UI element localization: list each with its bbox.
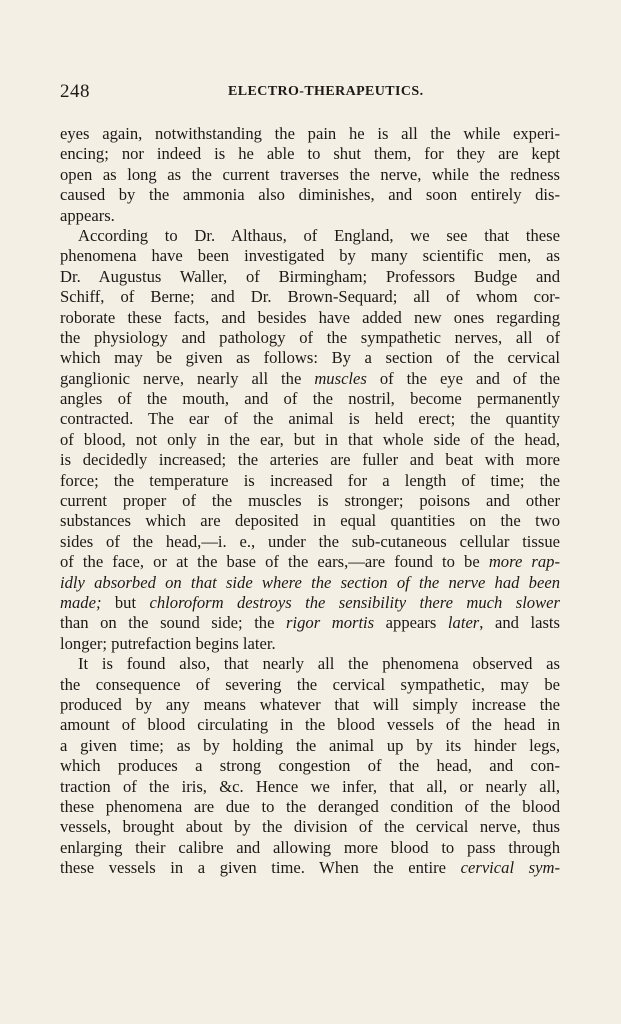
text-segment: than on the sound side; the [60, 613, 287, 633]
text-line: longer; putrefaction begins later. [60, 633, 276, 653]
text-line [60, 858, 560, 878]
text-line: caused by the ammonia also diminishes, and soon entirely dis- [60, 185, 560, 205]
text-line [60, 613, 560, 633]
text-line [60, 573, 560, 593]
text-line: of blood, not only in the ear, but in that whole side of the head, [60, 429, 560, 449]
text-line: It is found also, that nearly all the phenomena observed as [78, 654, 560, 674]
text-line: contracted. The ear of the animal is held erect; the quantity [60, 409, 560, 429]
text-segment: of the face, or at the base of the ears,—are found to be [60, 552, 489, 572]
page-number: 248 [60, 81, 90, 102]
text-line: force; the temperature is increased for a length of time; the [60, 470, 560, 490]
text-line: substances which are deposited in equal quantities on the two [60, 511, 560, 531]
italic-segment: chloroform destroys the sensibility there much slower [149, 592, 560, 612]
text-line: is decidedly increased; the arteries are fuller and beat with more [60, 450, 560, 470]
text-line [60, 369, 560, 389]
italic-segment: more rap- [488, 552, 560, 572]
italic-segment: later [447, 613, 480, 633]
text-line: the consequence of severing the cervical sympathetic, may be [60, 674, 560, 694]
text-line: these phenomena are due to the deranged condition of the blood [60, 796, 560, 816]
text-line: According to Dr. Althaus, of England, we see that these [78, 225, 560, 245]
text-line: open as long as the current traverses the nerve, while the redness [60, 164, 560, 184]
page-header [60, 81, 560, 103]
text-line: angles of the mouth, and of the nostril, become permanently [60, 389, 560, 409]
text-line: a given time; as by holding the animal up by its hinder legs, [60, 735, 560, 755]
text-line: enlarging their calibre and allowing more blood to pass through [60, 837, 560, 857]
italic-segment: made; [60, 592, 102, 612]
text-line [60, 552, 560, 572]
text-segment: of the eye and of the [366, 368, 560, 388]
text-line [60, 593, 560, 613]
italic-segment: muscles [314, 368, 367, 388]
text-line: the physiology and pathology of the sympathetic nerves, all of [60, 327, 560, 347]
text-segment: these vessels in a given time. When the entire [60, 858, 461, 878]
text-line: appears. [60, 205, 115, 225]
text-segment: appears [374, 613, 448, 633]
italic-segment: rigor mortis [286, 613, 375, 633]
text-segment: , and lasts [479, 613, 560, 633]
text-line: produced by any means whatever that will simply increase the [60, 694, 560, 714]
text-line: current proper of the muscles is stronger; poisons and other [60, 491, 560, 511]
text-line: which produces a strong congestion of the head, and con- [60, 756, 560, 776]
text-line: sides of the head,—i. e., under the sub-cutaneous cellular tissue [60, 531, 560, 551]
body-text [60, 124, 560, 878]
text-line: Dr. Augustus Waller, of Birmingham; Professors Budge and [60, 266, 560, 286]
text-line: amount of blood circulating in the blood vessels of the head in [60, 715, 560, 735]
text-line: phenomena have been investigated by many scientific men, as [60, 246, 560, 266]
italic-segment: idly absorbed on that side where the section of the nerve had been [60, 572, 560, 592]
text-line: eyes again, notwithstanding the pain he is all the while experi- [60, 124, 560, 143]
italic-segment: cervical sym- [460, 858, 560, 878]
text-line: roborate these facts, and besides have added new ones regarding [60, 307, 560, 327]
text-line: which may be given as follows: By a section of the cervical [60, 348, 560, 368]
text-segment: ganglionic nerve, nearly all the [60, 368, 315, 388]
text-segment: but [101, 592, 150, 612]
text-line: vessels, brought about by the division of the cervical nerve, thus [60, 817, 560, 837]
text-line: encing; nor indeed is he able to shut them, for they are kept [60, 144, 560, 164]
text-line: Schiff, of Berne; and Dr. Brown-Sequard; all of whom cor- [60, 287, 560, 307]
text-line: traction of the iris, &c. Hence we infer, that all, or nearly all, [60, 776, 560, 796]
running-head: ELECTRO-THERAPEUTICS. [228, 84, 424, 99]
